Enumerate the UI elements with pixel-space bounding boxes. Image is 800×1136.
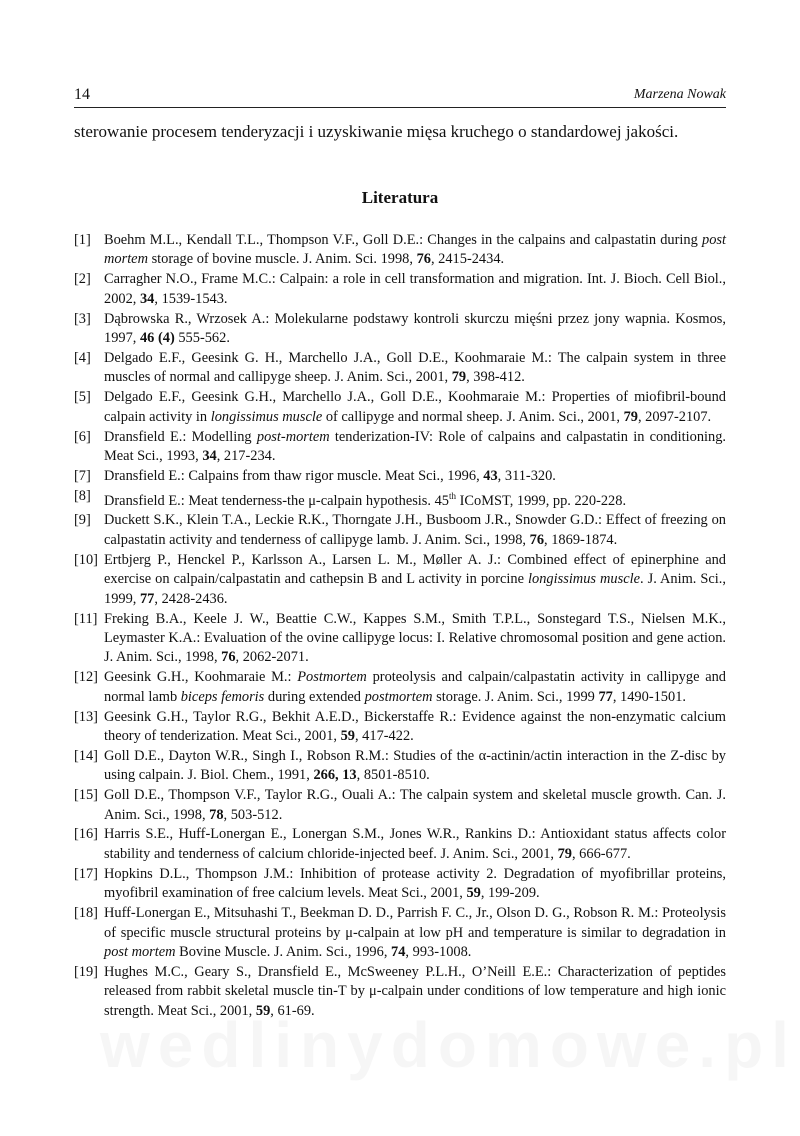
running-header [74, 86, 726, 108]
reference-text-run: Boehm M.L., Kendall T.L., Thompson V.F., Goll D.E.: Changes in the calpains and calpastatin during [104, 232, 702, 248]
reference-text-run: , 61-69. [270, 1002, 315, 1019]
reference-text-run: 59 [255, 1002, 271, 1019]
reference-item [74, 668, 726, 707]
reference-text-run: 43 [483, 467, 498, 484]
reference-text-run: Ertbjerg P., Henckel P., Karlsson A., Larsen L. M., Møller A. J.: Combined effect of epinerphine and exercise on calpain/calpastatin and cathepsin B and L activity in porcine [104, 551, 726, 588]
reference-text-run: 76 [221, 649, 236, 666]
reference-number: [14] [74, 747, 98, 764]
page-number: 14 [74, 86, 90, 103]
reference-text [104, 668, 726, 707]
reference-text-run: Hopkins D.L., Thompson J.M.: Inhibition of protease activity 2. Degradation of myofibrillar proteins, myofibril examination of free calcium levels. Meat Sci., 2001, [104, 865, 726, 902]
reference-text-run: , 398-412. [466, 369, 525, 386]
reference-text-run: 74 [391, 943, 406, 960]
reference-number: [15] [74, 787, 98, 804]
reference-text-run: , 217-234. [216, 447, 276, 464]
reference-text-run: , 199-209. [480, 885, 540, 902]
reference-item [74, 428, 726, 467]
reference-text-run: Delgado E.F., Geesink G. H., Marchello J.A., Goll D.E., Koohmaraie M.: The calpain system in three muscles of normal and callipyge sheep. J. Anim. Sci., 2001, [104, 349, 726, 386]
reference-text-run: 555-562. [174, 330, 230, 347]
reference-text-run: , 993-1008. [405, 943, 472, 960]
reference-text-run: Harris S.E., Huff-Lonergan E., Lonergan S.M., Jones W.R., Rankins D.: Antioxidant status affects color stability and tenderness of calcium chloride-injected beef. J. Anim. Sci., 2001, [104, 826, 726, 862]
reference-text-run: postmortem [364, 688, 433, 705]
reference-text [104, 511, 726, 550]
reference-number: [18] [74, 905, 98, 922]
reference-text-run: th [449, 490, 457, 501]
reference-item [74, 231, 726, 270]
reference-number: [12] [74, 669, 98, 686]
reference-text [104, 825, 726, 864]
reference-text-run: , 2097-2107. [637, 408, 712, 425]
reference-text [104, 231, 726, 270]
reference-text [104, 388, 726, 427]
reference-text-run: , 1539-1543. [154, 290, 228, 307]
reference-text [104, 551, 726, 609]
reference-text-run: , 2062-2071. [235, 649, 309, 666]
reference-number: [10] [74, 551, 98, 568]
reference-number: [5] [74, 389, 91, 406]
reference-list [74, 231, 726, 1022]
reference-text-run: tenderization-IV: Role of calpains and calpastatin in conditioning. Meat Sci., 1993, [104, 428, 726, 464]
reference-text [104, 487, 726, 511]
reference-text-run: Dransfield E.: Modelling [104, 428, 257, 445]
reference-text-run: 77 [139, 590, 155, 607]
section-title: Literatura [361, 188, 439, 207]
reference-text [104, 310, 726, 349]
reference-number: [13] [74, 708, 98, 725]
reference-text-run: , 2428-2436. [154, 590, 228, 607]
reference-text-run: 79 [557, 845, 572, 862]
reference-text-run: 34 [202, 447, 217, 464]
reference-text-run: longissimus muscle [528, 571, 640, 588]
reference-item [74, 747, 726, 786]
reference-item [74, 349, 726, 388]
reference-text [104, 270, 726, 309]
intro-paragraph: sterowanie procesem tenderyzacji i uzyskiwanie mięsa kruchego o standardowej jakości. [74, 122, 679, 141]
reference-item [74, 904, 726, 962]
reference-text-run: storage of bovine muscle. J. Anim. Sci. 1998, [147, 251, 417, 268]
reference-item [74, 865, 726, 904]
reference-text-run: during extended [264, 688, 365, 705]
reference-item [74, 963, 726, 1021]
reference-number: [1] [74, 232, 91, 248]
reference-text [104, 865, 726, 904]
reference-text [104, 610, 726, 668]
reference-item [74, 310, 726, 349]
reference-text-run: Goll D.E., Thompson V.F., Taylor R.G., Ouali A.: The calpain system and skeletal muscle growth. Can. J. Anim. Sci., 1998, [104, 787, 726, 823]
reference-text-run: Dransfield E.: Calpains from thaw rigor muscle. Meat Sci., 1996, [104, 467, 484, 484]
reference-text [104, 963, 726, 1021]
reference-item [74, 511, 726, 550]
reference-text-run: 59 [340, 727, 355, 744]
reference-text-run: (4) [157, 330, 175, 347]
reference-number: [8] [74, 487, 91, 504]
reference-text-run: Duckett S.K., Klein T.A., Leckie R.K., Thorngate J.H., Busboom J.R., Snowder G.D.: Effect of freezing on calpastatin activity and tenderness of callipyge lamb. J. Anim. Sci., 1998, [104, 512, 726, 548]
reference-text-run: Bovine Muscle. J. Anim. Sci., 1996, [175, 943, 392, 960]
reference-text-run: 79 [451, 369, 467, 386]
reference-text-run: post mortem [104, 943, 176, 960]
reference-text-run: Dransfield E.: Meat tenderness-the μ-calpain hypothesis. 45 [104, 492, 449, 509]
reference-text-run: Huff-Lonergan E., Mitsuhashi T., Beekman D. D., Parrish F. C., Jr., Olson D. G., Robson R. M.: Proteolysis of specific muscle structural proteins by μ-calpain at low pH and temperature is similar to degradation in [104, 905, 726, 941]
reference-text-run: 34 [139, 290, 155, 307]
reference-text-run: storage. J. Anim. Sci., 1999 [432, 688, 599, 705]
reference-number: [7] [74, 467, 91, 484]
reference-text-run: , 311-320. [497, 467, 556, 484]
reference-text [104, 428, 726, 467]
reference-text-run: biceps femoris [180, 688, 265, 705]
reference-item [74, 786, 726, 825]
reference-text-run: Dąbrowska R., Wrzosek A.: Molekularne podstawy kontroli skurczu mięśni przez jony wapnia. Kosmos, 1997, [104, 310, 726, 347]
reference-item [74, 551, 726, 609]
reference-text-run: , 8501-8510. [356, 767, 430, 784]
reference-text-run: longissimus muscle [210, 408, 323, 425]
reference-text-run: Postmortem [297, 669, 367, 686]
reference-number: [17] [74, 865, 98, 882]
reference-number: [19] [74, 963, 98, 980]
reference-text-run: 77 [598, 688, 613, 705]
reference-text-run: of callipyge and normal sheep. J. Anim. Sci., 2001, [322, 408, 624, 425]
reference-text-run: 78 [209, 806, 224, 823]
reference-text-run: Geesink G.H., Taylor R.G., Bekhit A.E.D., Bickerstaffe R.: Evidence against the non-enzymatic calcium theory of tenderization. Meat Sci., 2001, [104, 708, 726, 744]
reference-number: [4] [74, 349, 91, 366]
reference-text [104, 708, 726, 747]
reference-text-run: 266, 13 [313, 767, 357, 784]
reference-item [74, 467, 726, 486]
reference-item [74, 270, 726, 309]
reference-text-run: ICoMST, 1999, pp. 220-228. [456, 492, 627, 509]
reference-text-run: , 417-422. [354, 727, 414, 744]
reference-text [104, 349, 726, 388]
reference-text [104, 786, 726, 825]
reference-number: [3] [74, 310, 91, 327]
reference-text [104, 467, 726, 486]
reference-text-run: . J. Anim. Sci., 1999, [104, 571, 726, 607]
reference-text-run: proteolysis and calpain/calpastatin activity in callipyge and normal lamb [104, 669, 726, 705]
reference-number: [6] [74, 428, 91, 445]
reference-text-run: 76 [416, 251, 431, 268]
reference-text-run: 76 [529, 531, 545, 548]
reference-text-run: Geesink G.H., Koohmaraie M.: [104, 669, 298, 686]
reference-text-run: post-mortem [256, 428, 330, 445]
reference-item [74, 825, 726, 864]
reference-text [104, 904, 726, 962]
header-rule [74, 107, 726, 108]
reference-text-run: post mortem [104, 232, 726, 268]
reference-item [74, 388, 726, 427]
reference-number: [11] [74, 610, 98, 627]
reference-item [74, 708, 726, 747]
reference-text-run: Hughes M.C., Geary S., Dransfield E., McSweeney P.L.H., O’Neill E.E.: Characterization of peptides released from rabbit skeletal muscle tin-T by μ-calpain under conditions of low temperature and high ionic strength. Meat Sci., 2001, [104, 963, 726, 1019]
reference-text-run: , 666-677. [571, 845, 631, 862]
reference-number: [9] [74, 512, 91, 529]
reference-text-run: 46 [139, 330, 155, 347]
running-author: Marzena Nowak [633, 87, 726, 102]
reference-text-run: , 1490-1501. [612, 688, 686, 705]
reference-text [104, 747, 726, 786]
reference-text-run: , 1869-1874. [544, 531, 618, 548]
reference-text-run: , 503-512. [223, 806, 283, 823]
reference-text-run: Delgado E.F., Geesink G.H., Marchello J.A., Goll D.E., Koohmaraie M.: Properties of miofibril-bound calpain activity in [104, 389, 726, 425]
reference-number: [16] [74, 826, 98, 843]
reference-text-run: , 2415-2434. [430, 251, 505, 268]
reference-item [74, 610, 726, 668]
reference-text-run: Carragher N.O., Frame M.C.: Calpain: a role in cell transformation and migration. Int. J. Bioch. Cell Biol., 2002, [104, 271, 726, 307]
reference-text-run: Freking B.A., Keele J. W., Beattie C.W., Kappes S.M., Smith T.P.L., Sonstegard T.S., Nielsen M.K., Leymaster K.A.: Evaluation of the ovine callipyge locus: I. Relative chromosomal position and gene action. J. Anim. Sci., 1998, [104, 610, 726, 666]
reference-text-run: Goll D.E., Dayton W.R., Singh I., Robson R.M.: Studies of the α-actinin/actin interaction in the Z-disc by using calpain. J. Biol. Chem., 1991, [104, 747, 726, 784]
reference-text-run: 59 [466, 885, 481, 902]
reference-number: [2] [74, 271, 91, 288]
reference-item [74, 487, 726, 511]
reference-text-run: 79 [623, 408, 638, 425]
